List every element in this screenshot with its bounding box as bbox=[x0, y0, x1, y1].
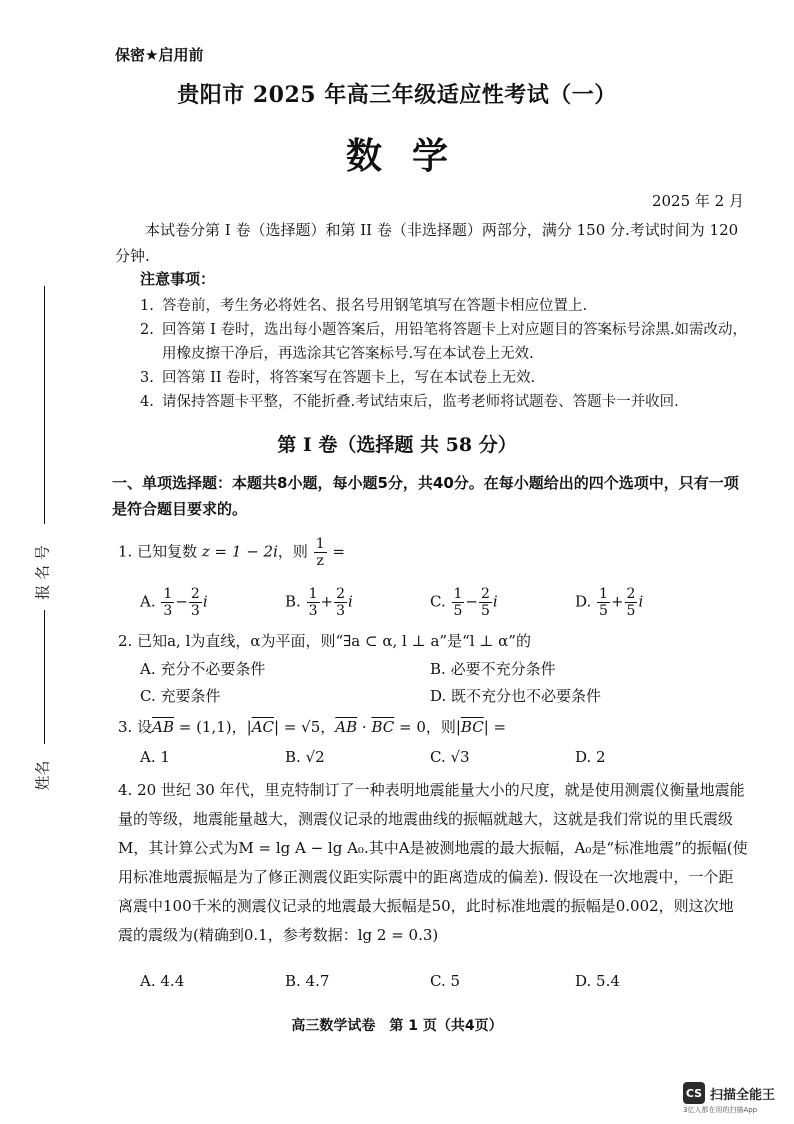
subject-title: 数学 bbox=[345, 135, 478, 177]
question-2-options bbox=[140, 658, 740, 706]
question-4-options bbox=[140, 972, 740, 990]
option-b: B. 4.7 bbox=[285, 972, 330, 990]
notice-item: 4. 请保持答题卡平整，不能折叠.考试结束后，监考老师将试题卷、答题卡一并收回. bbox=[140, 394, 679, 410]
exam-date: 2025 年 2 月 bbox=[651, 192, 744, 210]
option-b: B. $\frac{1}{3}$ + $\frac{2}{3}$ i bbox=[285, 586, 353, 619]
scanner-app-name: 扫描全能王 bbox=[710, 1087, 776, 1103]
exam-title: 贵阳市 2025 年高三年级适应性考试（一） bbox=[177, 82, 617, 108]
option-c: C. 充要条件 bbox=[140, 687, 221, 705]
option-a: A. 4.4 bbox=[140, 972, 185, 990]
name-label: 姓名 bbox=[33, 760, 52, 791]
question-1: 1. 已知复数 z = 1 − 2i，则 $\frac{1}{z}$ = bbox=[118, 536, 345, 569]
question-3: 3. 设$\overline{AB} = (1,1)$，$|\overline{AC}| = √5$，$\overline{AB} \cdot \overline{BC} = 0$，则$|\overline{BC}|$ = bbox=[118, 718, 507, 736]
option-a: A. 1 bbox=[140, 748, 170, 766]
question-3-options bbox=[140, 748, 740, 766]
option-b: B. √2 bbox=[285, 748, 325, 766]
notice-list bbox=[140, 294, 750, 414]
part-one-title: 第 I 卷（选择题 共 58 分） bbox=[277, 434, 517, 456]
side-line-top bbox=[44, 286, 45, 524]
notice-heading: 注意事项： bbox=[140, 270, 216, 288]
notice-item: 1. 答卷前，考生务必将姓名、报名号用钢笔填写在答题卡相应位置上. bbox=[140, 298, 588, 314]
option-c: C. √3 bbox=[430, 748, 470, 766]
option-a: A. 充分不必要条件 bbox=[140, 660, 266, 678]
option-d: D. $\frac{1}{5}$ + $\frac{2}{5}$ i bbox=[575, 586, 644, 619]
side-line-middle bbox=[44, 610, 45, 744]
option-c: C. $\frac{1}{5}$ − $\frac{2}{5}$ i bbox=[430, 586, 498, 619]
scanner-tagline: 3亿人都在用的扫描App bbox=[683, 1106, 758, 1114]
option-d: D. 5.4 bbox=[575, 972, 620, 990]
option-a: A. $\frac{1}{3}$ − $\frac{2}{3}$ i bbox=[140, 586, 208, 619]
question-4: 4. 20 世纪 30 年代，里克特制订了一种表明地震能量大小的尺度，就是使用测震仪衡量地震能量的等级，地震能量越大，测震仪记录的地震曲线的振幅就越大，这就是我们常说的里氏震级M，其计算公式为M = lg A − lg A₀.其中A是被测地震的最大振幅，A₀是“标准地震”的振幅(使用标准地震振幅是为了修正测震仪距实际震中的距离造成的偏差). 假设在一次地震中，一个距离震中100千米的测震仪记录的地震最大振幅是50，此时标准地震的振幅是0.002，则这次地震的震级为(精确到0.1，参考数据：lg 2 = 0.3) bbox=[118, 781, 748, 944]
camscanner-icon: CS bbox=[683, 1082, 705, 1104]
question-2: 2. 已知a, l为直线，α为平面，则“∃a ⊂ α, l ⊥ a”是“l ⊥ α”的 bbox=[118, 632, 531, 650]
option-b: B. 必要不充分条件 bbox=[430, 660, 556, 678]
registration-number-label: 报 名 号 bbox=[33, 545, 52, 600]
scanner-logo bbox=[683, 1082, 775, 1104]
notice-item: 2. 回答第 I 卷时，选出每小题答案后，用铅笔将答题卡上对应题目的答案标号涂黑.如需改动，用橡皮擦干净后，再选涂其它答案标号.写在本试卷上无效. bbox=[140, 322, 748, 362]
fraction: $\frac{1}{z}$ bbox=[315, 536, 325, 569]
option-d: D. 2 bbox=[575, 748, 606, 766]
section-one-heading: 一、单项选择题：本题共8小题，每小题5分，共40分。在每小题给出的四个选项中，只有一项是符合题目要求的。 bbox=[112, 474, 739, 518]
page-footer: 高三数学试卷 第 1 页（共4页） bbox=[291, 1018, 503, 1034]
option-c: C. 5 bbox=[430, 972, 461, 990]
option-d: D. 既不充分也不必要条件 bbox=[430, 687, 602, 705]
exam-intro: 本试卷分第 I 卷（选择题）和第 II 卷（非选择题）两部分，满分 150 分.考试时间为 120 分钟. bbox=[115, 221, 739, 265]
question-1-options bbox=[140, 586, 740, 619]
notice-item: 3. 回答第 II 卷时，将答案写在答题卡上，写在本试卷上无效. bbox=[140, 370, 536, 386]
confidential-mark: 保密★启用前 bbox=[115, 46, 204, 64]
